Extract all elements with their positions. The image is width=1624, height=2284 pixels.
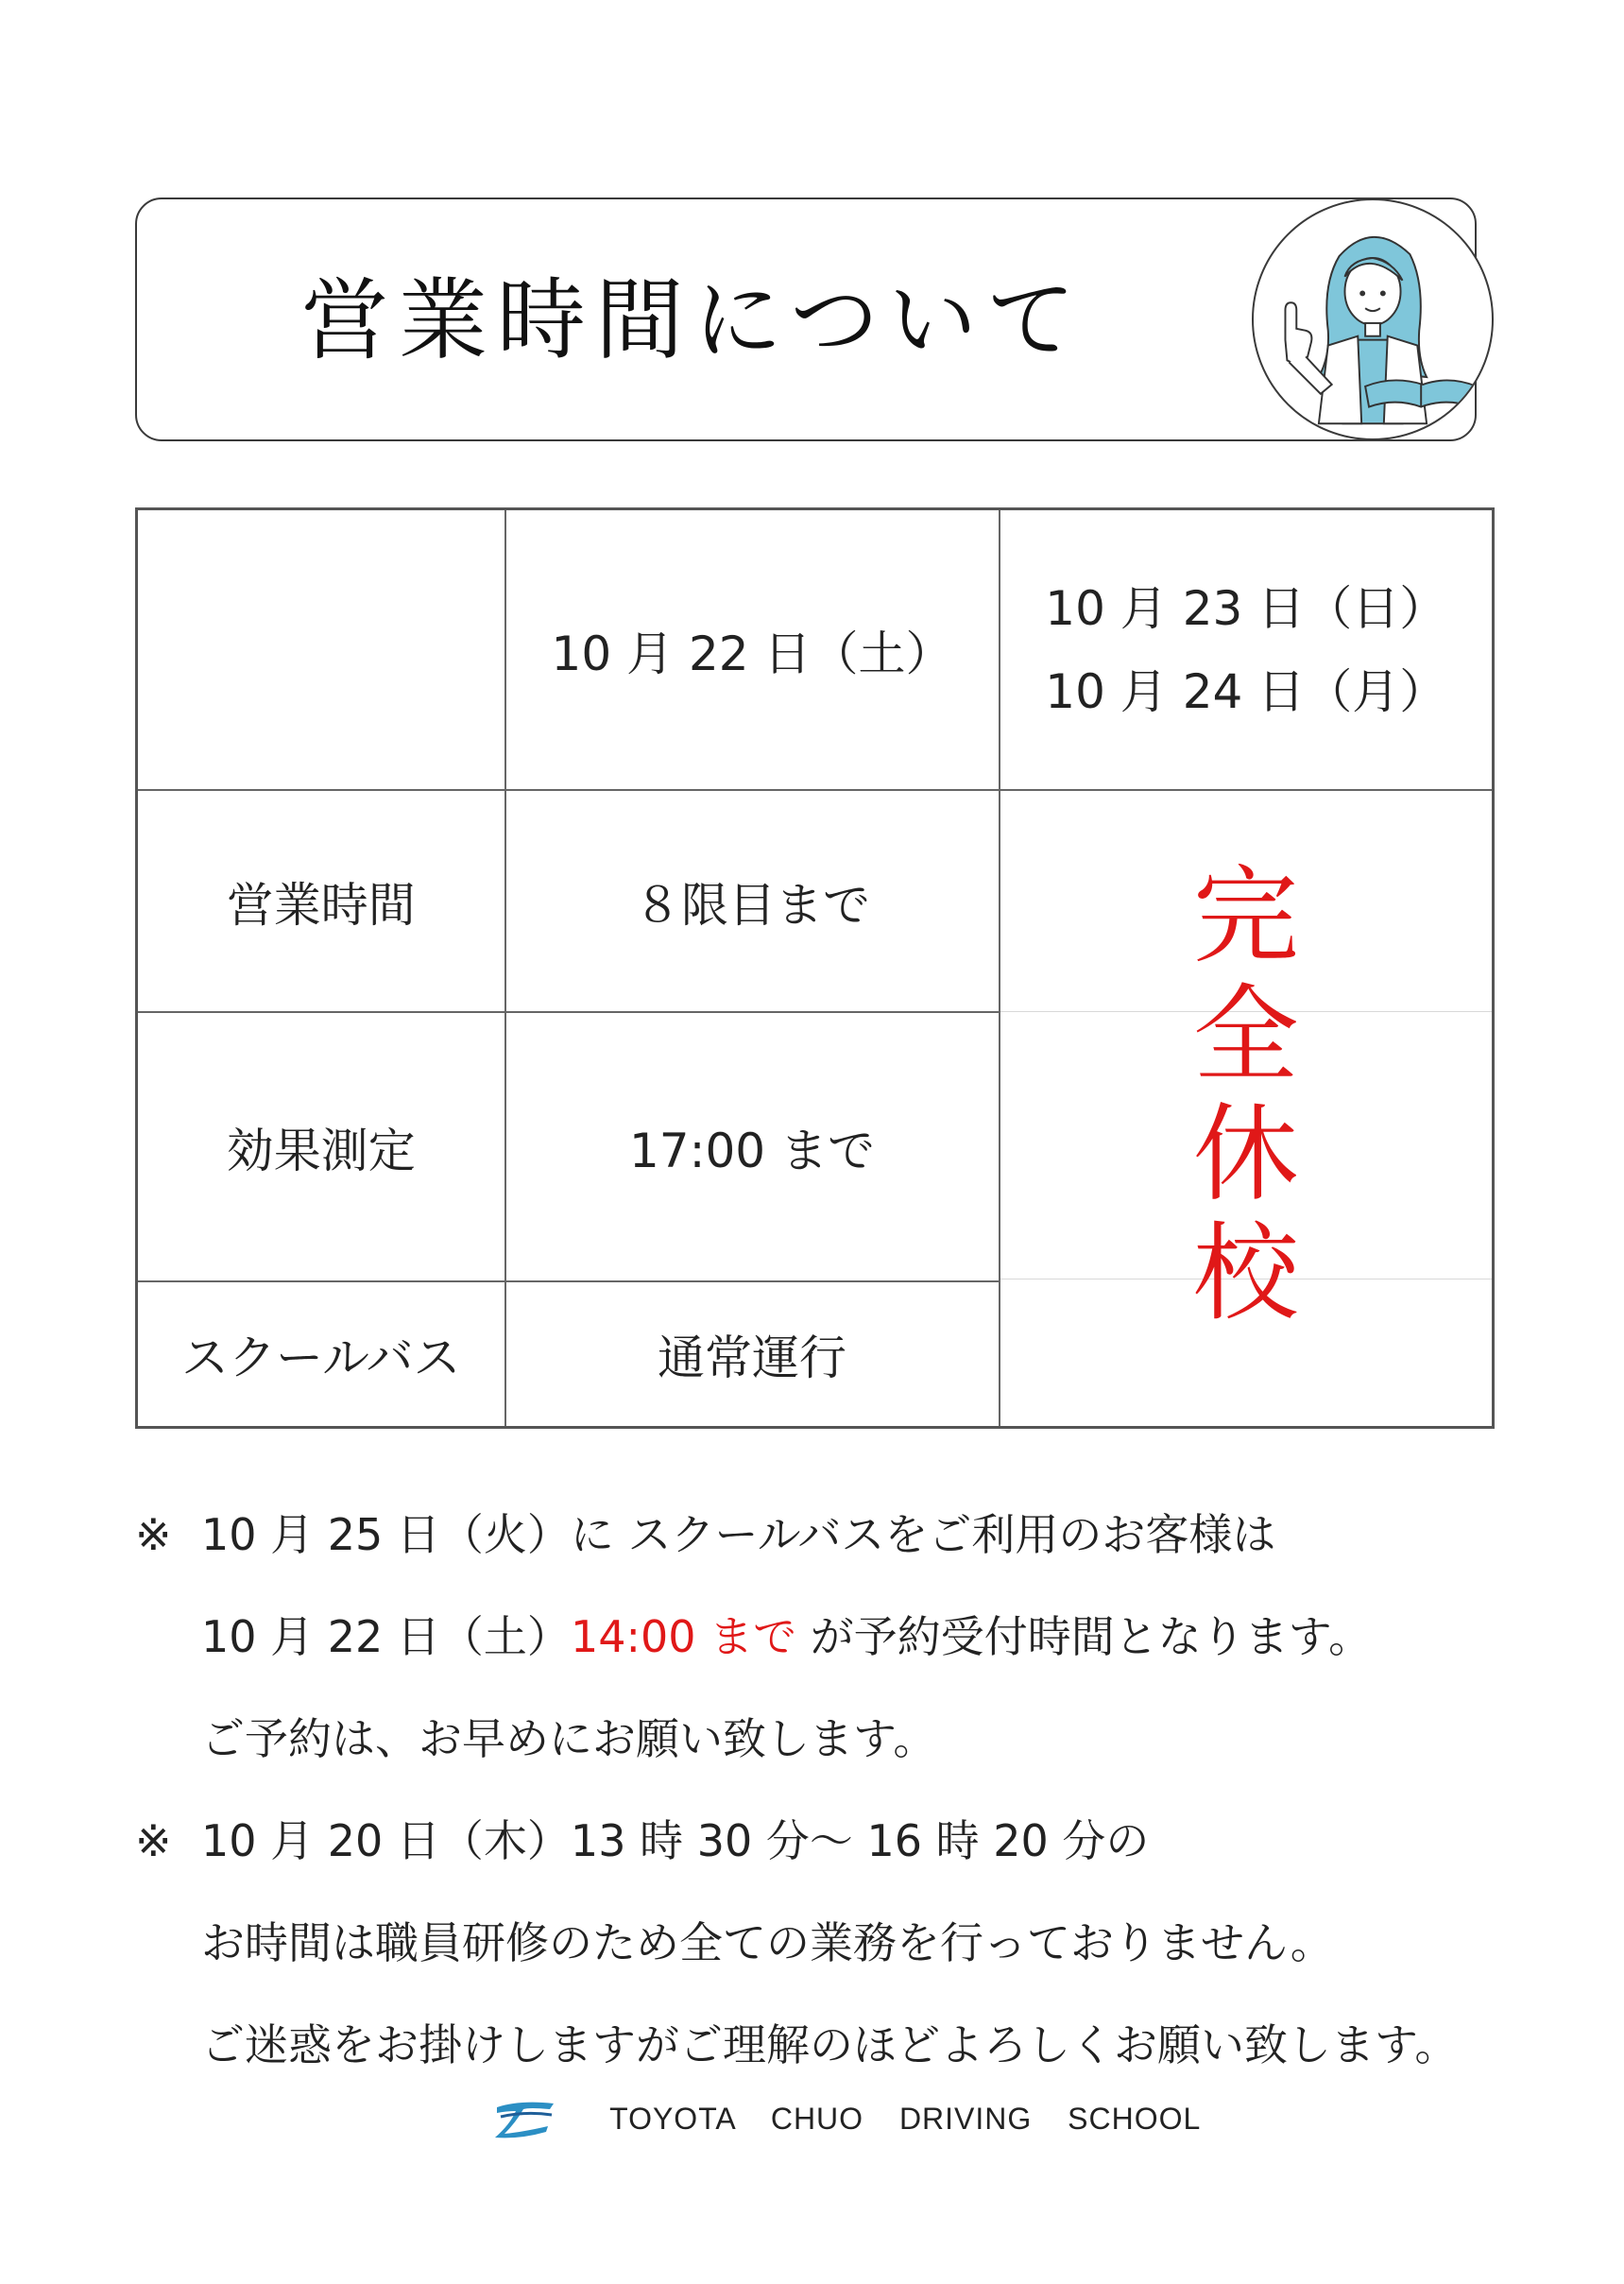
business-hours-value: ８限目まで: [505, 790, 1000, 1012]
note1-text-line1: 10 月 25 日（火）に スクールバスをご利用のお客様は: [201, 1509, 1276, 1560]
column-header-oct23-label: 10 月 23 日（日）: [1045, 580, 1447, 636]
table-corner-cell: [137, 509, 505, 791]
column-header-oct23-24: [1000, 509, 1494, 791]
note1-deadline-highlight: 14:00 まで: [570, 1611, 797, 1662]
school-logo-icon: [491, 2098, 559, 2139]
school-bus-value: 通常運行: [505, 1281, 1000, 1428]
row-label-effect-test: 効果測定: [137, 1012, 505, 1281]
table-row: [137, 790, 1494, 1012]
school-name: TOYOTA CHUO DRIVING SCHOOL: [609, 2101, 1202, 2136]
effect-test-value: 17:00 まで: [505, 1012, 1000, 1281]
closed-cell: [1000, 790, 1494, 1428]
footer: [491, 2098, 1201, 2155]
note2-line1: [135, 1790, 1524, 1892]
row-label-business-hours: 営業時間: [137, 790, 505, 1012]
note2-text-line3: ご迷惑をお掛けしますがご理解のほどよろしくお願い致します。: [201, 2019, 1459, 2070]
note1-text-line2-after: が予約受付時間となります。: [796, 1611, 1373, 1662]
column-header-oct22: [505, 509, 1000, 791]
closed-notice: [1000, 857, 1493, 1333]
note2-text-line1: 10 月 20 日（木）13 時 30 分～ 16 時 20 分の: [201, 1815, 1150, 1866]
closed-char: 完: [1192, 855, 1299, 978]
note1-line1: [135, 1484, 1524, 1586]
note1-line2: [135, 1586, 1524, 1688]
woman-with-book-icon: [1252, 198, 1494, 440]
row-label-school-bus: スクールバス: [137, 1281, 505, 1428]
note1-text-line3: ご予約は、お早めにお願い致します。: [201, 1713, 937, 1764]
notes-section: [135, 1484, 1524, 2096]
table-header-row: [137, 509, 1494, 791]
column-header-oct24-label: 10 月 24 日（月）: [1045, 663, 1447, 719]
note2-line3: [135, 1994, 1524, 2096]
note-mark: ※: [135, 1509, 172, 1560]
note1-line3: [135, 1688, 1524, 1790]
note2-line2: [135, 1892, 1524, 1994]
closed-char: 全: [1192, 974, 1299, 1097]
note-mark: ※: [135, 1815, 172, 1866]
note1-text-line2-before: 10 月 22 日（土）: [201, 1611, 571, 1662]
column-header-oct22-label: 10 月 22 日（土）: [551, 626, 953, 681]
note2-text-line2: お時間は職員研修のため全ての業務を行っておりません。: [201, 1917, 1334, 1968]
schedule-table: [135, 507, 1495, 1429]
closed-char: 校: [1192, 1212, 1299, 1335]
page-title: 営業時間について: [300, 269, 1086, 372]
closed-char: 休: [1192, 1093, 1299, 1216]
